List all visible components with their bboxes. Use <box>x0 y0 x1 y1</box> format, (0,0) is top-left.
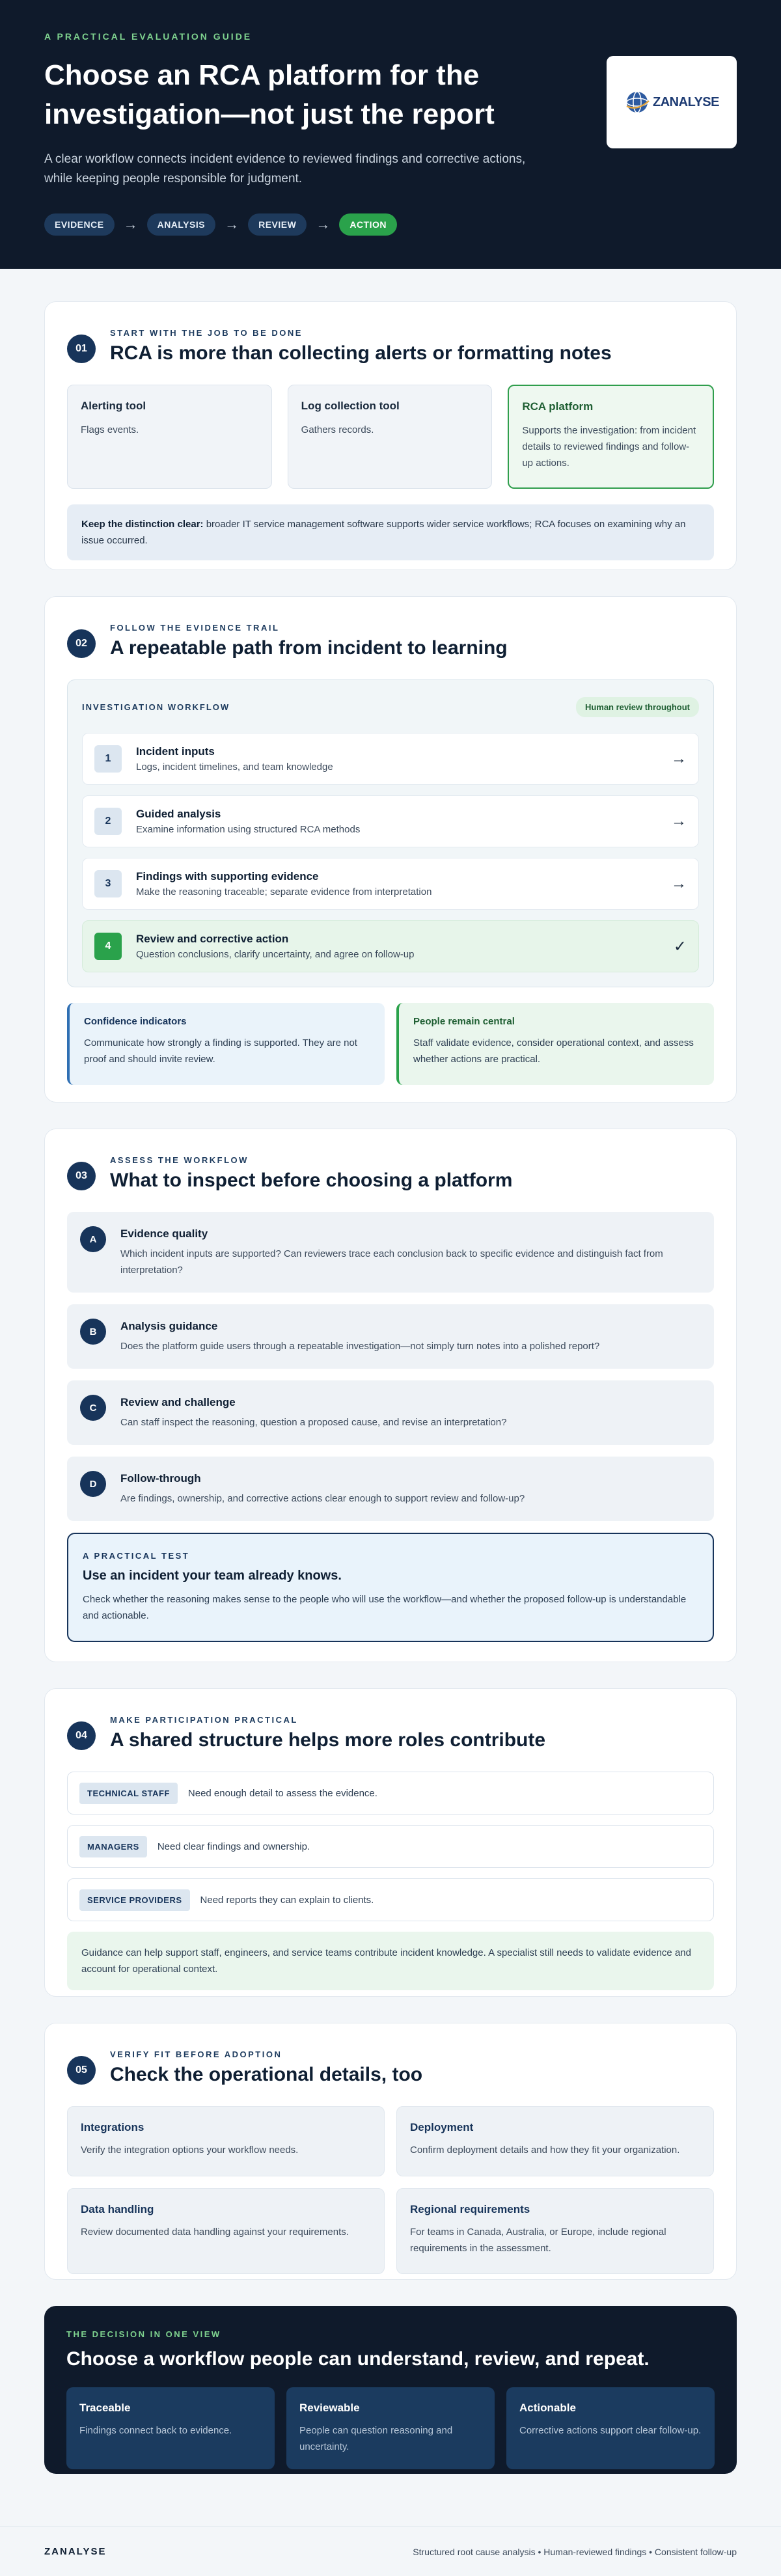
tool-desc: Flags events. <box>81 424 139 435</box>
workflow-step <box>82 858 699 910</box>
step-desc: Logs, incident timelines, and team knowledge <box>136 761 333 773</box>
criterion-item <box>67 1380 714 1445</box>
note-lead: Keep the distinction clear: <box>81 519 204 530</box>
step-number: 1 <box>94 745 122 773</box>
card-title: Confidence indicators <box>84 1016 187 1027</box>
step-title: Incident inputs <box>136 745 215 758</box>
step-number: 2 <box>94 808 122 835</box>
tool-card-rca-platform <box>508 385 714 489</box>
detail-title: Integrations <box>81 2121 144 2133</box>
hero-lead: A clear workflow connects incident evidence to reviewed findings and corrective actions, while keeping people responsible for judgment. <box>44 152 526 185</box>
detail-card-regional <box>396 2188 714 2274</box>
people-card <box>396 1003 714 1085</box>
step-title: Review and corrective action <box>136 933 289 945</box>
section-title: RCA is more than collecting alerts or formatting notes <box>110 342 612 364</box>
detail-desc: For teams in Canada, Australia, or Europe, include regional requirements in the assessment. <box>410 2227 666 2254</box>
criterion-letter: C <box>80 1395 106 1421</box>
investigation-workflow <box>67 679 714 987</box>
decision-card-desc: Corrective actions support clear follow-up. <box>519 2425 702 2436</box>
detail-desc: Verify the integration options your workflow needs. <box>81 2144 299 2156</box>
tool-desc: Gathers records. <box>301 424 374 435</box>
tool-title: Log collection tool <box>301 400 400 412</box>
decision-card-traceable <box>66 2387 275 2469</box>
hero <box>0 0 781 269</box>
test-eyebrow: A PRACTICAL TEST <box>83 1551 190 1561</box>
role-tag: TECHNICAL STAFF <box>79 1783 178 1804</box>
criterion-desc: Can staff inspect the reasoning, question a proposed cause, and revise an interpretation? <box>120 1417 507 1428</box>
arrow-right-icon: → <box>316 216 331 232</box>
criterion-desc: Are findings, ownership, and corrective actions clear enough to support review and follow-up? <box>120 1493 525 1504</box>
detail-desc: Confirm deployment details and how they fit your organization. <box>410 2144 680 2156</box>
section-04 <box>44 1688 737 1997</box>
criterion-item <box>67 1457 714 1521</box>
section-03 <box>44 1129 737 1662</box>
decision-panel <box>44 2306 737 2474</box>
decision-title: Choose a workflow people can understand, review, and repeat. <box>66 2348 650 2370</box>
test-title: Use an incident your team already knows. <box>83 1569 342 1583</box>
arrow-right-icon: → <box>225 216 240 232</box>
decision-card-actionable <box>506 2387 715 2469</box>
section-number: 02 <box>67 629 96 658</box>
decision-card-title: Traceable <box>79 2402 131 2414</box>
step-desc: Examine information using structured RCA methods <box>136 824 361 835</box>
section-eyebrow: VERIFY FIT BEFORE ADOPTION <box>110 2049 282 2059</box>
detail-title: Deployment <box>410 2121 474 2133</box>
guidance-note: Guidance can help support staff, engineers, and service teams contribute incident knowledge. A specialist still needs to validate evidence and account for operational context. <box>67 1932 714 1990</box>
note-text: broader IT service management software supports wider service workflows; RCA focuses on examining why an issue occurred. <box>81 519 686 546</box>
section-eyebrow: FOLLOW THE EVIDENCE TRAIL <box>110 623 280 633</box>
criterion-title: Follow-through <box>120 1472 201 1485</box>
section-02 <box>44 596 737 1103</box>
criterion-desc: Which incident inputs are supported? Can reviewers trace each conclusion back to specific evidence and distinguish fact from interpretation? <box>120 1248 663 1276</box>
decision-card-reviewable <box>286 2387 495 2469</box>
step-number: 4 <box>94 933 122 960</box>
section-number: 03 <box>67 1162 96 1190</box>
detail-card-data-handling <box>67 2188 385 2274</box>
check-icon: ✓ <box>673 937 687 955</box>
section-05 <box>44 2023 737 2280</box>
decision-eyebrow: THE DECISION IN ONE VIEW <box>66 2329 221 2339</box>
section-title: Check the operational details, too <box>110 2064 423 2085</box>
criterion-letter: A <box>80 1226 106 1252</box>
criterion-title: Analysis guidance <box>120 1320 218 1332</box>
workflow-flow <box>44 213 737 236</box>
section-number: 04 <box>67 1721 96 1750</box>
role-tag: SERVICE PROVIDERS <box>79 1889 190 1911</box>
section-title: A shared structure helps more roles contribute <box>110 1729 546 1751</box>
criterion-desc: Does the platform guide users through a repeatable investigation—not simply turn notes into a polished report? <box>120 1341 600 1352</box>
section-01 <box>44 301 737 570</box>
section-eyebrow: MAKE PARTICIPATION PRACTICAL <box>110 1715 298 1725</box>
arrow-right-icon: → <box>123 216 138 232</box>
decision-card-desc: People can question reasoning and uncertainty. <box>299 2425 453 2452</box>
logo <box>607 56 737 148</box>
card-desc: Communicate how strongly a finding is supported. They are not proof and should invite review. <box>84 1037 357 1065</box>
detail-title: Regional requirements <box>410 2203 530 2215</box>
footer-tagline: Structured root cause analysis • Human-reviewed findings • Consistent follow-up <box>413 2546 737 2557</box>
decision-card-title: Reviewable <box>299 2402 360 2414</box>
arrow-right-icon: → <box>671 875 687 892</box>
role-row <box>67 1878 714 1921</box>
section-number: 05 <box>67 2056 96 2085</box>
test-desc: Check whether the reasoning makes sense to the people who will use the workflow—and whether the proposed follow-up is understandable and actionable. <box>83 1594 687 1621</box>
section-eyebrow: ASSESS THE WORKFLOW <box>110 1155 249 1165</box>
step-desc: Make the reasoning traceable; separate evidence from interpretation <box>136 886 432 897</box>
step-number: 3 <box>94 870 122 897</box>
flow-step-evidence: EVIDENCE <box>44 213 115 236</box>
practical-test-callout <box>67 1533 714 1642</box>
detail-desc: Review documented data handling against your requirements. <box>81 2227 349 2238</box>
arrow-right-icon: → <box>671 812 687 830</box>
section-number: 01 <box>67 335 96 363</box>
card-desc: Staff validate evidence, consider operational context, and assess whether actions are practical. <box>413 1037 694 1065</box>
workflow-step <box>82 920 699 972</box>
tool-title: RCA platform <box>522 400 594 413</box>
criterion-letter: B <box>80 1319 106 1345</box>
page-title: Choose an RCA platform for the investigation—not just the report <box>44 59 495 130</box>
workflow-label: INVESTIGATION WORKFLOW <box>82 702 230 712</box>
decision-card-desc: Findings connect back to evidence. <box>79 2425 232 2436</box>
detail-card-deployment <box>396 2106 714 2176</box>
criterion-letter: D <box>80 1471 106 1497</box>
role-tag: MANAGERS <box>79 1836 147 1857</box>
logo-wordmark: ZANALYSE <box>653 94 719 109</box>
distinction-note <box>67 504 714 560</box>
workflow-step <box>82 733 699 785</box>
role-row <box>67 1825 714 1868</box>
detail-card-integrations <box>67 2106 385 2176</box>
detail-title: Data handling <box>81 2203 154 2215</box>
arrow-right-icon: → <box>671 750 687 767</box>
flow-step-review: REVIEW <box>248 213 307 236</box>
role-desc: Need reports they can explain to clients. <box>200 1894 374 1906</box>
hero-eyebrow: A PRACTICAL EVALUATION GUIDE <box>44 31 253 42</box>
confidence-card <box>67 1003 385 1085</box>
criterion-title: Review and challenge <box>120 1396 236 1408</box>
decision-card-title: Actionable <box>519 2402 576 2414</box>
section-title: What to inspect before choosing a platform <box>110 1170 513 1191</box>
flow-step-analysis: ANALYSIS <box>147 213 216 236</box>
criterion-item <box>67 1212 714 1293</box>
step-title: Guided analysis <box>136 808 221 820</box>
criterion-item <box>67 1304 714 1369</box>
status-badge: Human review throughout <box>576 697 699 717</box>
tool-card-log-collection <box>288 385 493 489</box>
step-desc: Question conclusions, clarify uncertainty, and agree on follow-up <box>136 949 415 960</box>
globe-icon <box>624 89 650 115</box>
tool-title: Alerting tool <box>81 400 146 412</box>
footer <box>0 2527 781 2576</box>
workflow-step <box>82 795 699 847</box>
footer-brand: ZANALYSE <box>44 2546 107 2557</box>
criterion-title: Evidence quality <box>120 1227 208 1240</box>
card-title: People remain central <box>413 1016 515 1027</box>
flow-step-action: ACTION <box>339 213 397 236</box>
role-desc: Need clear findings and ownership. <box>157 1841 310 1852</box>
role-desc: Need enough detail to assess the evidence. <box>187 1787 377 1799</box>
section-eyebrow: START WITH THE JOB TO BE DONE <box>110 328 303 338</box>
tool-card-alerting <box>67 385 272 489</box>
step-title: Findings with supporting evidence <box>136 870 319 883</box>
role-row <box>67 1772 714 1815</box>
tool-desc: Supports the investigation: from incident details to reviewed findings and follow-up actions. <box>522 425 696 469</box>
section-title: A repeatable path from incident to learning <box>110 637 508 659</box>
